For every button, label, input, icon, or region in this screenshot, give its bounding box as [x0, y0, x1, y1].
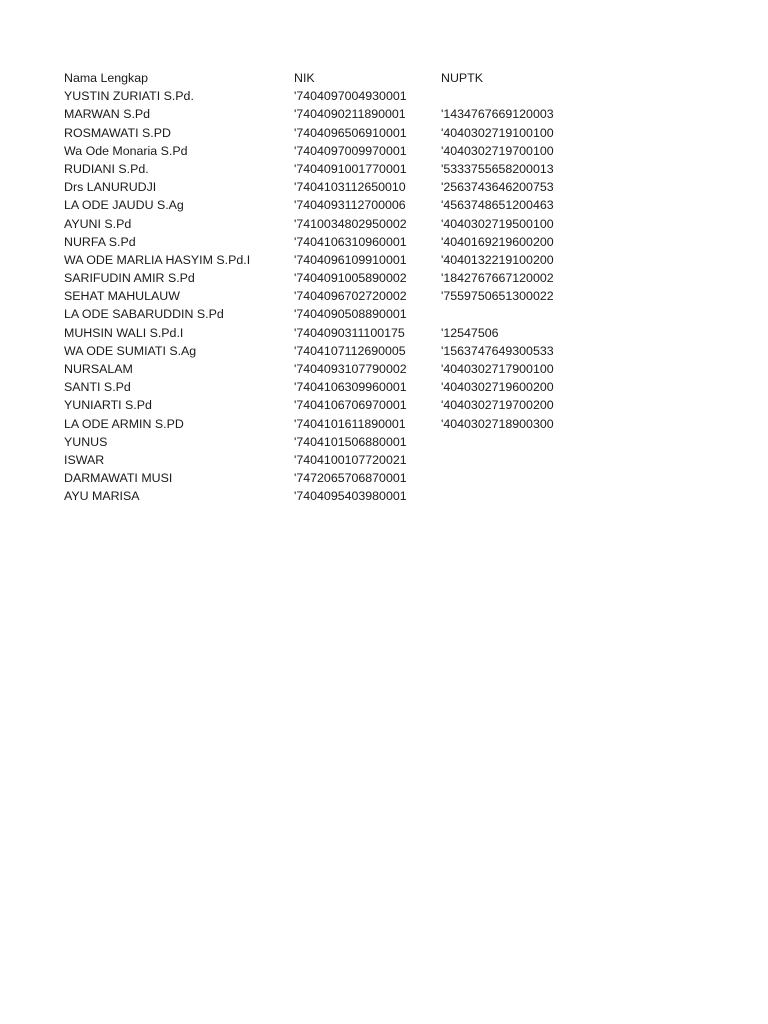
cell-nik: '7404100107720021 [294, 452, 407, 467]
cell-nuptk: '12547506 [441, 325, 499, 340]
table-row [64, 215, 704, 233]
cell-nik: '7404106309960001 [294, 380, 407, 395]
cell-nik: '7410034802950002 [294, 216, 407, 231]
header-nik: NIK [294, 71, 315, 85]
cell-nama-lengkap: ROSMAWATI S.PD [64, 125, 171, 140]
cell-nik: '7404097004930001 [294, 89, 407, 104]
table-row [64, 378, 704, 396]
cell-nik: '7404106310960001 [294, 234, 407, 249]
cell-nama-lengkap: LA ODE JAUDU S.Ag [64, 198, 184, 213]
cell-nuptk [441, 487, 591, 505]
cell-nuptk: '4040169219600200 [441, 234, 554, 249]
cell-nik: '7404101611890001 [294, 416, 406, 431]
cell-nik: '7404103112650010 [294, 180, 406, 195]
cell-nama-lengkap: SANTI S.Pd [64, 380, 131, 395]
cell-nama-lengkap: NURSALAM [64, 362, 133, 376]
header-nuptk: NUPTK [441, 71, 483, 85]
table-row [64, 105, 704, 123]
cell-nama-lengkap: DARMAWATI MUSI [64, 471, 173, 486]
cell-nama-lengkap: YUNUS [64, 434, 108, 449]
table-row [64, 269, 704, 287]
cell-nama-lengkap: NURFA S.Pd [64, 234, 136, 249]
table-row [64, 233, 704, 251]
cell-nuptk: '4040302718900300 [441, 416, 554, 431]
cell-nama-lengkap: WA ODE SUMIATI S.Ag [64, 343, 197, 358]
table-row [64, 324, 704, 342]
cell-nuptk [441, 433, 591, 451]
cell-nuptk: '2563743646200753 [441, 180, 554, 195]
table-row [64, 487, 704, 505]
cell-nuptk [441, 87, 591, 105]
cell-nama-lengkap: LA ODE ARMIN S.PD [64, 416, 184, 431]
header-nama-lengkap: Nama Lengkap [64, 71, 149, 85]
cell-nuptk: '4040302719600200 [441, 380, 554, 395]
table-row [64, 251, 704, 269]
table-row [64, 178, 704, 196]
cell-nuptk: '4563748651200463 [441, 198, 554, 213]
table-row [64, 124, 704, 142]
table-row [64, 433, 704, 451]
table-row [64, 142, 704, 160]
cell-nik: '7404096506910001 [294, 125, 407, 140]
cell-nuptk [441, 305, 591, 323]
cell-nama-lengkap: Wa Ode Monaria S.Pd [64, 143, 188, 158]
cell-nama-lengkap: Drs LANURUDJI [64, 180, 157, 195]
cell-nik: '7404090211890001 [294, 107, 406, 122]
cell-nik: '7404097009970001 [294, 143, 407, 158]
cell-nuptk: '4040302719700100 [441, 143, 554, 158]
table-row [64, 415, 704, 433]
cell-nama-lengkap: SEHAT MAHULAUW [64, 289, 180, 304]
cell-nik: '7404093112700006 [294, 198, 406, 213]
cell-nama-lengkap: AYU MARISA [64, 489, 140, 504]
cell-nama-lengkap: AYUNI S.Pd [64, 216, 132, 231]
cell-nuptk: '7559750651300022 [441, 289, 554, 304]
table-header-row [64, 69, 704, 87]
cell-nik: '7404106706970001 [294, 398, 407, 413]
cell-nik: '7404093107790002 [294, 362, 407, 376]
cell-nuptk: '1563747649300533 [441, 343, 554, 358]
cell-nama-lengkap: MARWAN S.Pd [64, 107, 151, 122]
cell-nuptk: '1434767669120003 [441, 107, 554, 122]
cell-nama-lengkap: WA ODE MARLIA HASYIM S.Pd.I [64, 252, 251, 267]
cell-nik: '7404107112690005 [294, 343, 406, 358]
cell-nama-lengkap: MUHSIN WALI S.Pd.I [64, 325, 184, 340]
table-row [64, 360, 704, 378]
cell-nama-lengkap: RUDIANI S.Pd. [64, 161, 149, 176]
cell-nik: '7472065706870001 [294, 471, 407, 486]
table-row [64, 451, 704, 469]
spreadsheet-table [64, 69, 704, 506]
cell-nuptk: '4040302719700200 [441, 398, 554, 413]
table-row [64, 287, 704, 305]
cell-nama-lengkap: LA ODE SABARUDDIN S.Pd [64, 307, 224, 322]
cell-nuptk: '5333755658200013 [441, 161, 554, 176]
table-row [64, 469, 704, 487]
table-row [64, 305, 704, 323]
cell-nik: '7404090508890001 [294, 307, 407, 322]
cell-nuptk: '4040132219100200 [441, 252, 554, 267]
cell-nuptk: '4040302719100100 [441, 125, 554, 140]
table-row [64, 342, 704, 360]
cell-nik: '7404091001770001 [294, 161, 407, 176]
table-row [64, 87, 704, 105]
cell-nuptk: '4040302717900100 [441, 362, 554, 376]
cell-nik: '7404096109910001 [294, 252, 407, 267]
table-row [64, 196, 704, 214]
table-row [64, 160, 704, 178]
cell-nama-lengkap: SARIFUDIN AMIR S.Pd [64, 271, 195, 286]
cell-nama-lengkap: YUSTIN ZURIATI S.Pd. [64, 89, 194, 104]
cell-nuptk [441, 469, 591, 487]
cell-nuptk [441, 451, 591, 469]
cell-nik: '7404095403980001 [294, 489, 407, 504]
cell-nama-lengkap: ISWAR [64, 452, 105, 467]
cell-nuptk: '1842767667120002 [441, 271, 554, 286]
cell-nik: '7404096702720002 [294, 289, 407, 304]
cell-nuptk: '4040302719500100 [441, 216, 554, 231]
cell-nik: '7404101506880001 [294, 434, 407, 449]
cell-nama-lengkap: YUNIARTI S.Pd [64, 398, 152, 413]
cell-nik: '7404090311100175 [294, 325, 405, 340]
cell-nik: '7404091005890002 [294, 271, 407, 286]
table-row [64, 396, 704, 414]
